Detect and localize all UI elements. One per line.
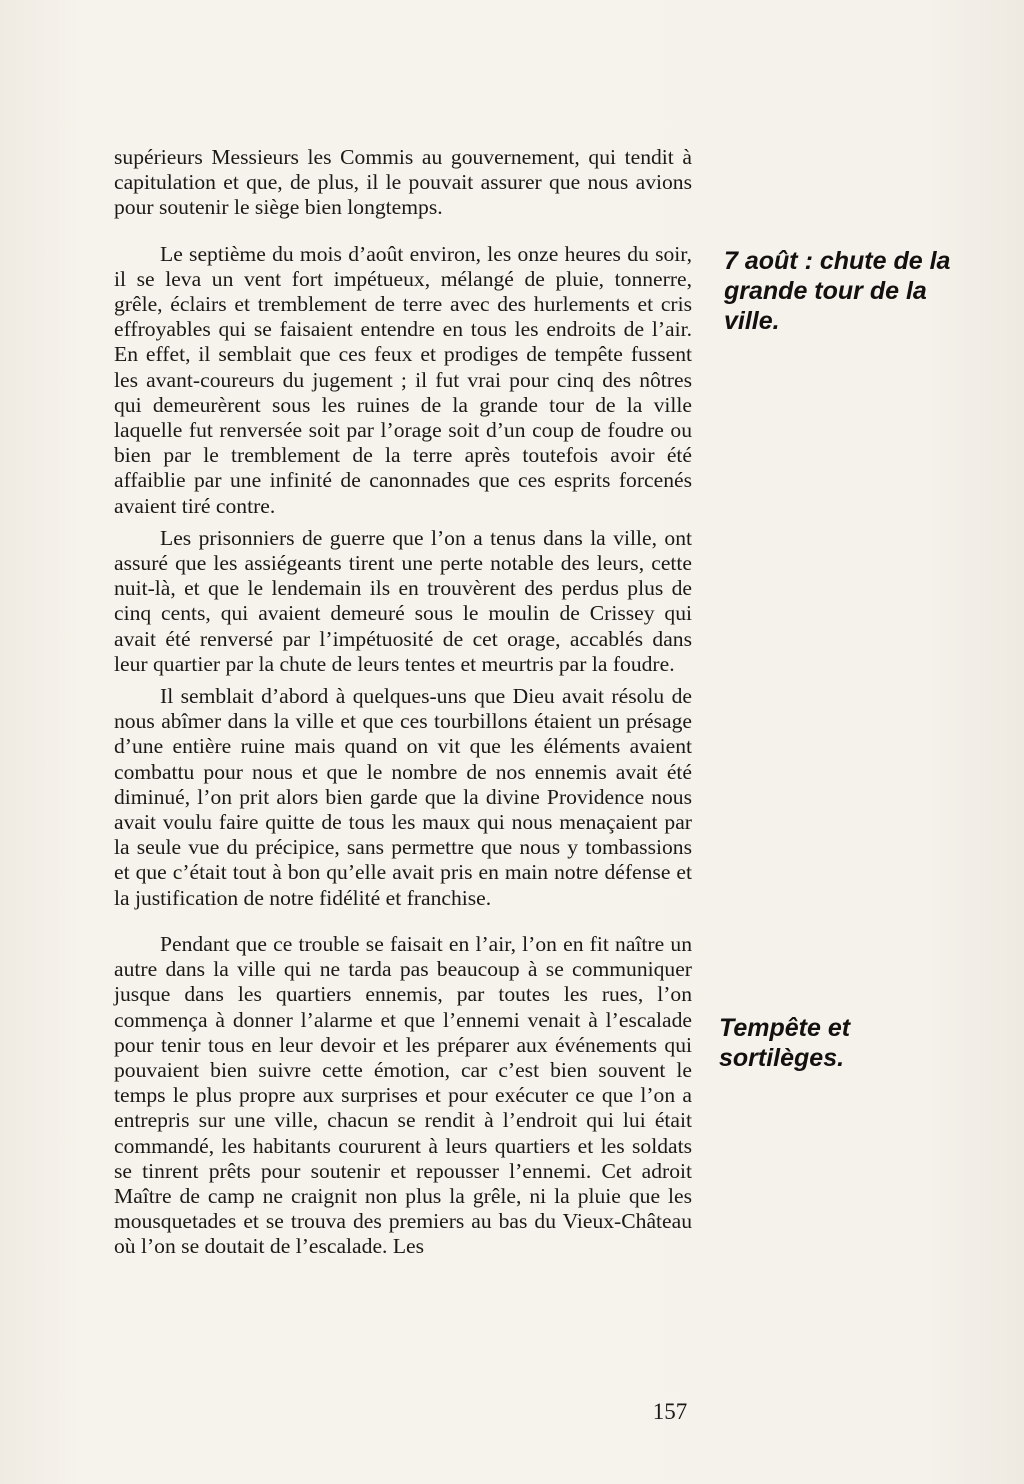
main-text-column	[114, 145, 692, 1260]
paragraph-1: supérieurs Messieurs les Commis au gouvernement, qui tendit à capitulation et que, de plus, il le pouvait assurer que nous avions pour soutenir le siège bien longtemps.	[114, 145, 692, 220]
paragraph-3: Les prisonniers de guerre que l’on a tenus dans la ville, ont assuré que les assiégeants tirent une perte notable des leurs, cette nuit-là, et que le lendemain ils en trouvèrent des perdus plus de cinq cents, qui avaient demeuré sous le moulin de Crissey qui avait été renversé par l’impétuosité de cet orage, accablés dans leur quartier par la chute de leurs tentes et meurtris par la foudre.	[114, 525, 692, 676]
paragraph-5: Pendant que ce trouble se faisait en l’air, l’on en fit naître un autre dans la ville qui ne tarda pas beaucoup à se communiquer jusque dans les quartiers ennemis, par toutes les rues, l’on commença à donner l’alarme et que l’ennemi venait à l’escalade pour tenir tous en leur devoir et les préparer aux événements qui pouvaient bien suivre cette émotion, car c’est bien souvent le temps le plus propre aux surprises et pour exécuter ce que l’on a entrepris sur une ville, chacun se rendit à l’endroit qui lui était commandé, les habitants coururent à leurs quartiers et les soldats se tinrent prêts pour soutenir et repousser l’ennemi. Cet adroit Maître de camp ne craignit non plus la grêle, ni la pluie que les mousquetades et se trouva des premiers au bas du Vieux-Château où l’on se doutait de l’escalade. Les	[114, 931, 692, 1259]
margin-note-storm-sorcery: Tempête et sortilèges.	[719, 1014, 851, 1072]
margin-note-tower-collapse: 7 août : chute de la grande tour de la ville.	[724, 247, 951, 335]
page-number: 157	[652, 1399, 688, 1424]
paragraph-2: Le septième du mois d’août environ, les onze heures du soir, il se leva un vent fort impétueux, mélangé de pluie, tonnerre, grêle, éclairs et tremblement de terre avec des hurlements et cris effroyables qui se faisaient entendre en tous les endroits de l’air. En effet, il semblait que ces feux et prodiges de tempête fussent les avant-coureurs du jugement ; il fut vrai pour cinq des nôtres qui demeurèrent sous les ruines de la grande tour de la ville laquelle fut renversée soit par l’orage soit d’un coup de foudre ou bien par le tremblement de la terre après toutefois avoir été affaiblie par une infinité de canonnades que ces esprits forcenés avaient tiré contre.	[114, 241, 692, 518]
paragraph-4: Il semblait d’abord à quelques-uns que Dieu avait résolu de nous abîmer dans la ville et que ces tourbillons étaient un présage d’une entière ruine mais quand on vit que les éléments avaient combattu pour nous et que le nombre de nos ennemis avait été diminué, l’on prit alors bien garde que la divine Providence nous avait voulu faire quitte de tous les maux qui nous menaçaient par la seule vue du précipice, sans permettre que nous y tombassions et que c’était tout à bon qu’elle avait pris en main notre défense et la justification de notre fidélité et franchise.	[114, 684, 692, 910]
